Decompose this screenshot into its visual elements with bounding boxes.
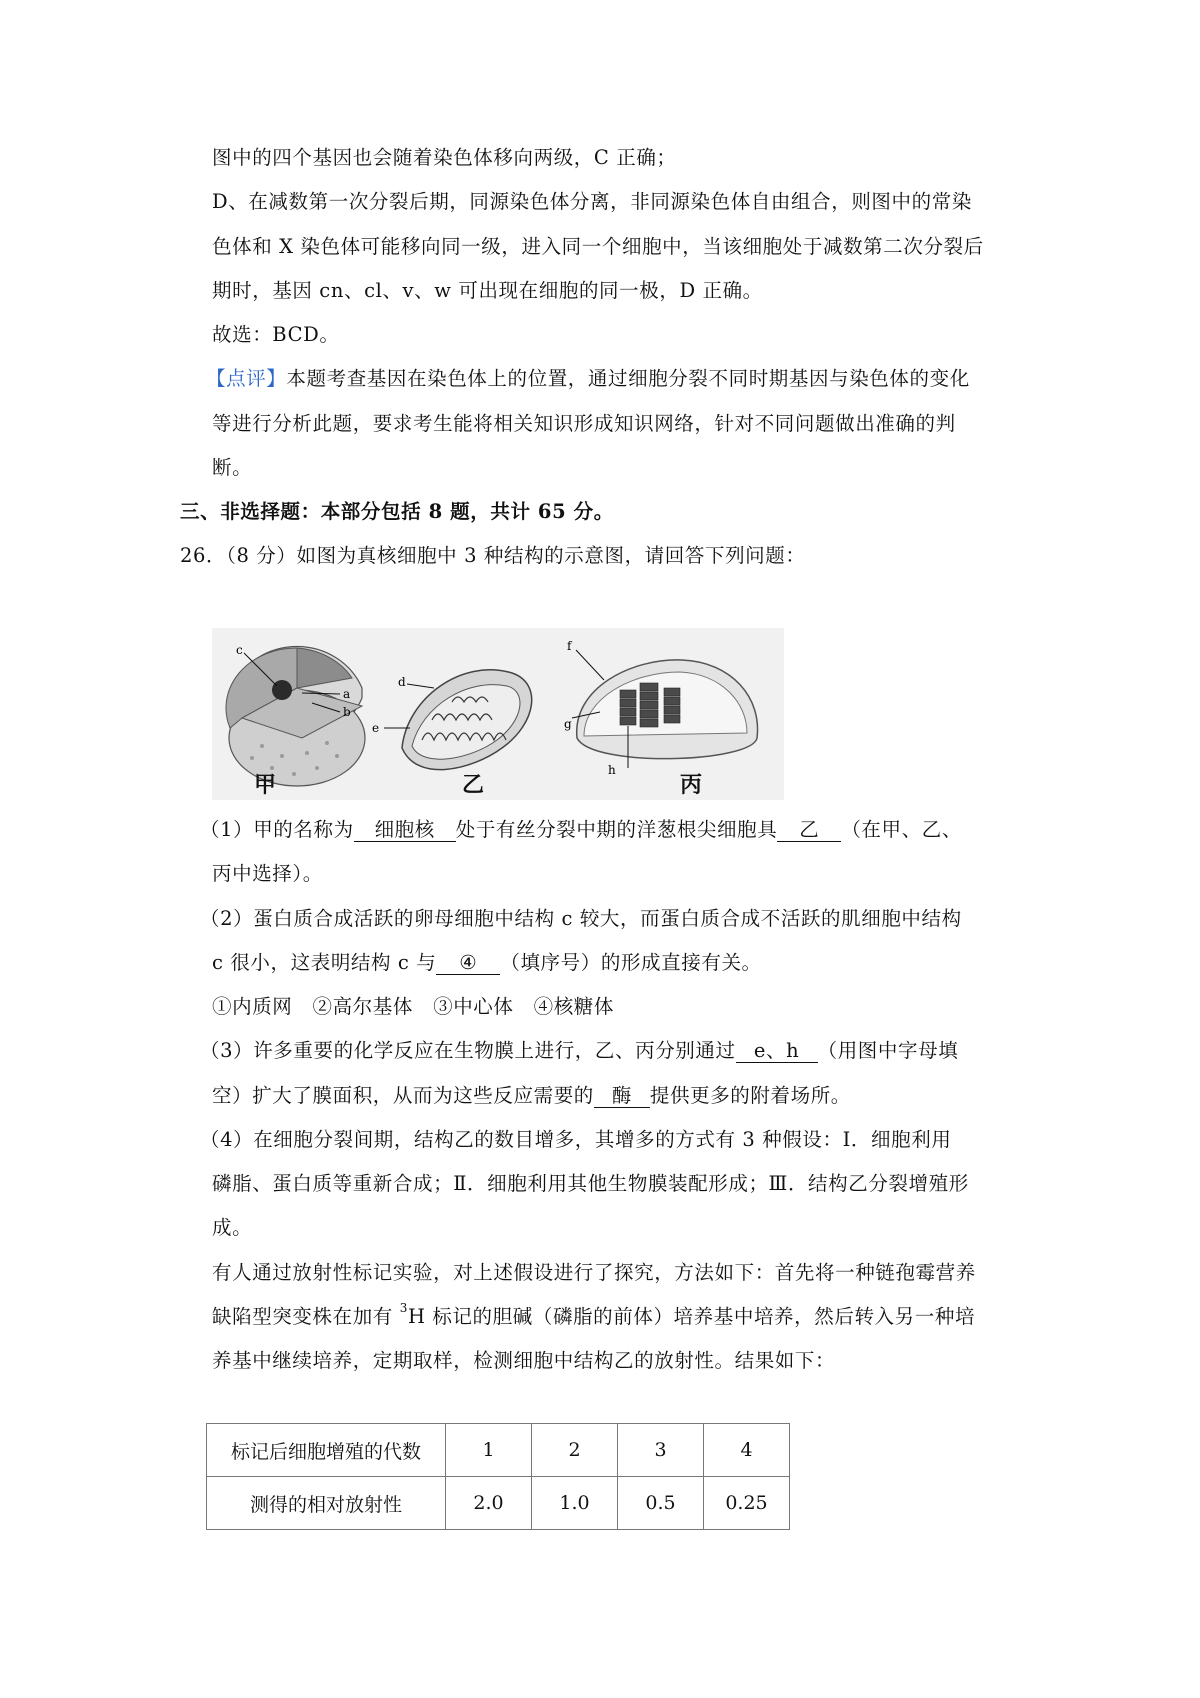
q1-text-1: （1）甲的名称为 [200, 818, 354, 841]
table-row [207, 1424, 790, 1477]
caption-jia: 甲 [254, 772, 277, 798]
text-line: 成。 [212, 1216, 253, 1239]
options-line: ①内质网 ②高尔基体 ③中心体 ④核糖体 [212, 995, 615, 1018]
text-line: 故选：BCD。 [212, 323, 340, 346]
label-h: h [608, 763, 616, 777]
answer-blank: 乙 [777, 819, 841, 842]
label-d: d [398, 675, 406, 689]
results-table [206, 1423, 790, 1530]
answer-blank: ④ [436, 952, 500, 975]
text-line: 有人通过放射性标记实验，对上述假设进行了探究，方法如下：首先将一种链孢霉营养 [212, 1261, 976, 1284]
caption-yi: 乙 [462, 772, 485, 798]
comment-tag: 【点评】 [206, 367, 287, 390]
text-line: 磷脂、蛋白质等重新合成；Ⅱ．细胞利用其他生物膜装配形成；Ⅲ．结构乙分裂增殖形 [212, 1172, 969, 1195]
table-cell: 3 [618, 1424, 704, 1477]
answer-blank: 细胞核 [354, 819, 456, 842]
text-line-with-superscript [212, 1300, 976, 1330]
q1-text-3: （在甲、乙、 [841, 818, 962, 841]
subquestion-3 [200, 1038, 958, 1064]
q1-text-2: 处于有丝分裂中期的洋葱根尖细胞具 [455, 818, 778, 841]
table-cell: 2 [532, 1424, 618, 1477]
subquestion-2-cont [212, 950, 762, 976]
q3-text-3: 空）扩大了膜面积，从而为这些反应需要的 [212, 1084, 594, 1107]
caption-bing: 丙 [680, 772, 703, 798]
label-a: a [343, 687, 351, 701]
table-cell: 4 [704, 1424, 790, 1477]
table-row [207, 1477, 790, 1530]
table-cell: 0.5 [618, 1477, 704, 1530]
subquestion-3-cont [212, 1083, 851, 1109]
label-c: c [236, 643, 243, 657]
q3-text-1: （3）许多重要的化学反应在生物膜上进行，乙、丙分别通过 [200, 1039, 736, 1062]
answer-blank: 酶 [594, 1085, 650, 1108]
chloroplast-illustration [572, 650, 758, 768]
label-g: g [564, 717, 572, 731]
q2-text-2: （填序号）的形成直接有关。 [500, 951, 762, 974]
text-line: 丙中选择）。 [212, 862, 323, 885]
q2-text-1: c 很小，这表明结构 c 与 [212, 951, 437, 974]
label-f: f [567, 639, 572, 653]
superscript-3: 3 [399, 1300, 408, 1315]
q3-text-2: （用图中字母填 [817, 1039, 959, 1062]
q4-text-a: 缺陷型突变株在加有 [212, 1305, 400, 1328]
table-header-cell: 测得的相对放射性 [207, 1477, 446, 1530]
table-cell: 1.0 [532, 1477, 618, 1530]
q3-text-4: 提供更多的附着场所。 [649, 1084, 851, 1107]
subquestion-1 [200, 817, 962, 843]
mitochondrion-illustration [384, 670, 532, 770]
table-header-cell: 标记后细胞增殖的代数 [207, 1424, 446, 1477]
q4-text-b: H 标记的胆碱（磷脂的前体）培养基中培养，然后转入另一种培 [407, 1305, 976, 1328]
label-b: b [343, 705, 351, 719]
section-heading: 三、非选择题：本部分包括 8 题，共计 65 分。 [180, 500, 614, 523]
text-line: 等进行分析此题，要求考生能将相关知识形成知识网络，针对不同问题做出准确的判 [212, 412, 956, 435]
table-cell: 2.0 [446, 1477, 532, 1530]
subquestion-4: （4）在细胞分裂间期，结构乙的数目增多，其增多的方式有 3 种假设：Ⅰ．细胞利用 [200, 1128, 952, 1151]
comment-text: 本题考查基因在染色体上的位置，通过细胞分裂不同时期基因与染色体的变化 [286, 367, 970, 390]
text-line: 养基中继续培养，定期取样，检测细胞中结构乙的放射性。结果如下： [212, 1349, 836, 1372]
question-26: 26．（8 分）如图为真核细胞中 3 种结构的示意图，请回答下列问题： [180, 544, 806, 567]
table-cell: 0.25 [704, 1477, 790, 1530]
text-line: 断。 [212, 456, 253, 479]
text-line: 图中的四个基因也会随着染色体移向两级，C 正确； [212, 146, 677, 169]
text-line: 色体和 X 染色体可能移向同一级，进入同一个细胞中，当该细胞处于减数第二次分裂后 [212, 235, 984, 258]
label-e: e [372, 721, 380, 735]
text-line: D、在减数第一次分裂后期，同源染色体分离，非同源染色体自由组合，则图中的常染 [212, 190, 972, 213]
comment-line [206, 366, 970, 392]
answer-blank: e、h [736, 1040, 818, 1063]
text-line: 期时，基因 cn、cl、v、w 可出现在细胞的同一极，D 正确。 [212, 279, 763, 302]
table-cell: 1 [446, 1424, 532, 1477]
subquestion-2: （2）蛋白质合成活跃的卵母细胞中结构 c 较大，而蛋白质合成不活跃的肌细胞中结构 [200, 907, 962, 930]
